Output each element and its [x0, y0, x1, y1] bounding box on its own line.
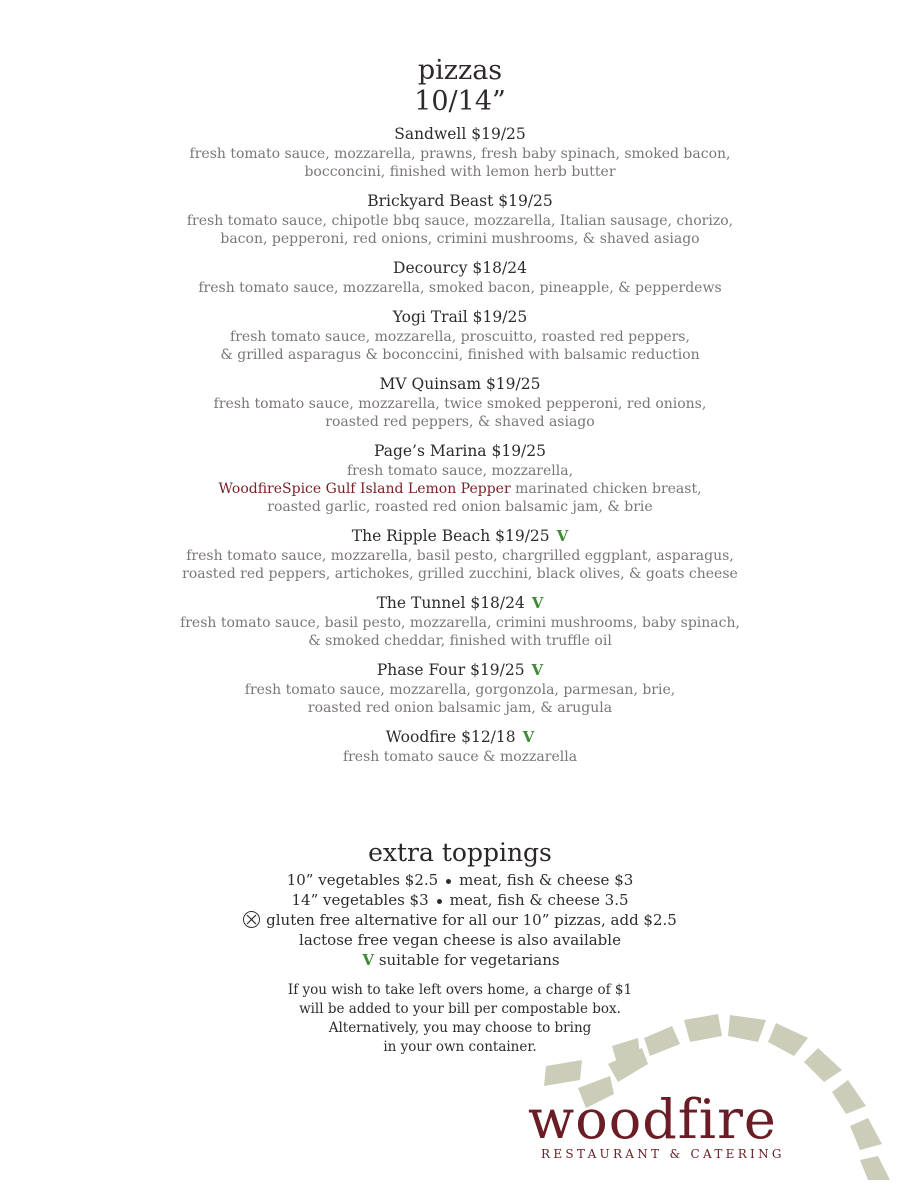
menu-item-desc-line: fresh tomato sauce, chipotle bbq sauce, mozzarella, Italian sausage, chorizo,: [186, 213, 734, 229]
menu-title: pizzas: [417, 55, 503, 86]
menu-item-name-row: [0, 660, 920, 681]
menu-item-desc-line: fresh tomato sauce, basil pesto, mozzarella, crimini mushrooms, baby spinach,: [180, 615, 740, 631]
menu-sizes: 10/14”: [414, 86, 506, 117]
menu-item: [0, 441, 920, 516]
arch-brick: [832, 1080, 866, 1114]
extras-list: [0, 870, 920, 970]
menu-item-name: The Tunnel $18/24: [376, 594, 525, 612]
menu-item-desc-line: roasted red onion balsamic jam, & arugula: [307, 700, 613, 716]
menu-item-name: Page’s Marina $19/25: [373, 442, 547, 460]
arch-brick: [684, 1014, 722, 1042]
menu-item-desc-line: fresh tomato sauce, mozzarella, gorgonzola, parmesan, brie,: [244, 682, 676, 698]
menu-item: [0, 191, 920, 248]
extras-line: [0, 890, 920, 910]
menu-item-name: MV Quinsam $19/25: [379, 375, 541, 393]
arch-brick: [804, 1048, 842, 1082]
menu-item: [0, 727, 920, 766]
logo-tagline: RESTAURANT & CATERING: [541, 1147, 785, 1161]
menu-item-desc-line: fresh tomato sauce, mozzarella, prawns, fresh baby spinach, smoked bacon,: [189, 146, 731, 162]
gluten-free-note: gluten free alternative for all our 10” pizzas, add $2.5: [266, 911, 677, 929]
menu-item-name-row: [0, 727, 920, 748]
arch-brick: [768, 1023, 808, 1056]
extras-line: [0, 910, 920, 930]
arch-brick: [850, 1118, 882, 1150]
takeaway-line: If you wish to take left overs home, a charge of $1: [287, 982, 633, 998]
menu-item-desc-line: [0, 480, 920, 498]
menu-item-name-row: [0, 526, 920, 547]
extras-price: meat, fish & cheese 3.5: [449, 891, 629, 909]
gluten-free-icon: [243, 911, 260, 928]
takeaway-line: in your own container.: [383, 1039, 537, 1055]
spice-line-rest: marinated chicken breast,: [510, 481, 702, 497]
menu-item-desc-line: roasted red peppers, artichokes, grilled zucchini, black olives, & goats cheese: [182, 566, 738, 582]
menu-item-name: Brickyard Beast $19/25: [367, 192, 553, 210]
extras-line: [0, 870, 920, 890]
vegetarian-icon: V: [531, 594, 544, 612]
spice-brand-link: WoodfireSpice Gulf Island Lemon Pepper: [218, 481, 511, 497]
bullet-icon: [437, 899, 442, 904]
vegetarian-note: suitable for vegetarians: [378, 951, 560, 969]
menu-item-desc-line: roasted red peppers, & shaved asiago: [325, 414, 595, 430]
takeaway-line: will be added to your bill per compostable box.: [299, 1001, 621, 1017]
extras-price: 10” vegetables $2.5: [286, 871, 439, 889]
menu-item: [0, 374, 920, 431]
logo-wordmark: woodfire: [528, 1088, 777, 1151]
menu-item-desc-line: & smoked cheddar, finished with truffle oil: [308, 633, 612, 649]
vegetarian-icon: V: [362, 951, 375, 969]
menu-item-name: Phase Four $19/25: [376, 661, 525, 679]
takeaway-line: Alternatively, you may choose to bring: [328, 1020, 592, 1036]
menu-item-name: The Ripple Beach $19/25: [351, 527, 550, 545]
extras-line: [0, 950, 920, 970]
menu-item-name-row: [0, 593, 920, 614]
arch-brick: [728, 1015, 766, 1042]
menu-item-name: Woodfire $12/18: [385, 728, 516, 746]
menu-item-desc-line: fresh tomato sauce & mozzarella: [342, 749, 578, 765]
menu-item: [0, 307, 920, 364]
menu-item-desc-line: fresh tomato sauce, mozzarella, twice smoked pepperoni, red onions,: [213, 396, 707, 412]
arch-brick: [644, 1026, 680, 1056]
extras-price: meat, fish & cheese $3: [459, 871, 634, 889]
extras-price: 14” vegetables $3: [291, 891, 429, 909]
menu-item: [0, 593, 920, 650]
menu-item-name: Yogi Trail $19/25: [392, 308, 528, 326]
vegetarian-icon: V: [522, 728, 535, 746]
menu-item-desc-line: fresh tomato sauce, mozzarella,: [346, 463, 574, 479]
menu-item-desc-line: fresh tomato sauce, mozzarella, basil pesto, chargrilled eggplant, asparagus,: [186, 548, 734, 564]
menu-item-name: Sandwell $19/25: [394, 125, 526, 143]
menu-item-desc-line: roasted garlic, roasted red onion balsamic jam, & brie: [267, 499, 653, 515]
menu-item: [0, 124, 920, 181]
menu-item-desc-line: & grilled asparagus & boconccini, finished with balsamic reduction: [220, 347, 700, 363]
extras-title: extra toppings: [368, 838, 552, 867]
bullet-icon: [446, 879, 451, 884]
vegetarian-icon: V: [556, 527, 569, 545]
pizza-list: [0, 124, 920, 776]
vegetarian-icon: V: [531, 661, 544, 679]
menu-item-desc-line: fresh tomato sauce, mozzarella, proscuitto, roasted red peppers,: [230, 329, 690, 345]
menu-item-desc-line: bacon, pepperoni, red onions, crimini mushrooms, & shaved asiago: [220, 231, 700, 247]
menu-item-name: Decourcy $18/24: [393, 259, 527, 277]
menu-item: [0, 258, 920, 297]
menu-item-desc-line: bocconcini, finished with lemon herb butter: [304, 164, 616, 180]
extras-line: lactose free vegan cheese is also available: [299, 931, 621, 949]
arch-brick: [544, 1060, 582, 1086]
menu-item-desc-line: fresh tomato sauce, mozzarella, smoked bacon, pineapple, & pepperdews: [198, 280, 722, 296]
menu-item: [0, 526, 920, 583]
menu-item: [0, 660, 920, 717]
arch-brick: [860, 1156, 890, 1180]
